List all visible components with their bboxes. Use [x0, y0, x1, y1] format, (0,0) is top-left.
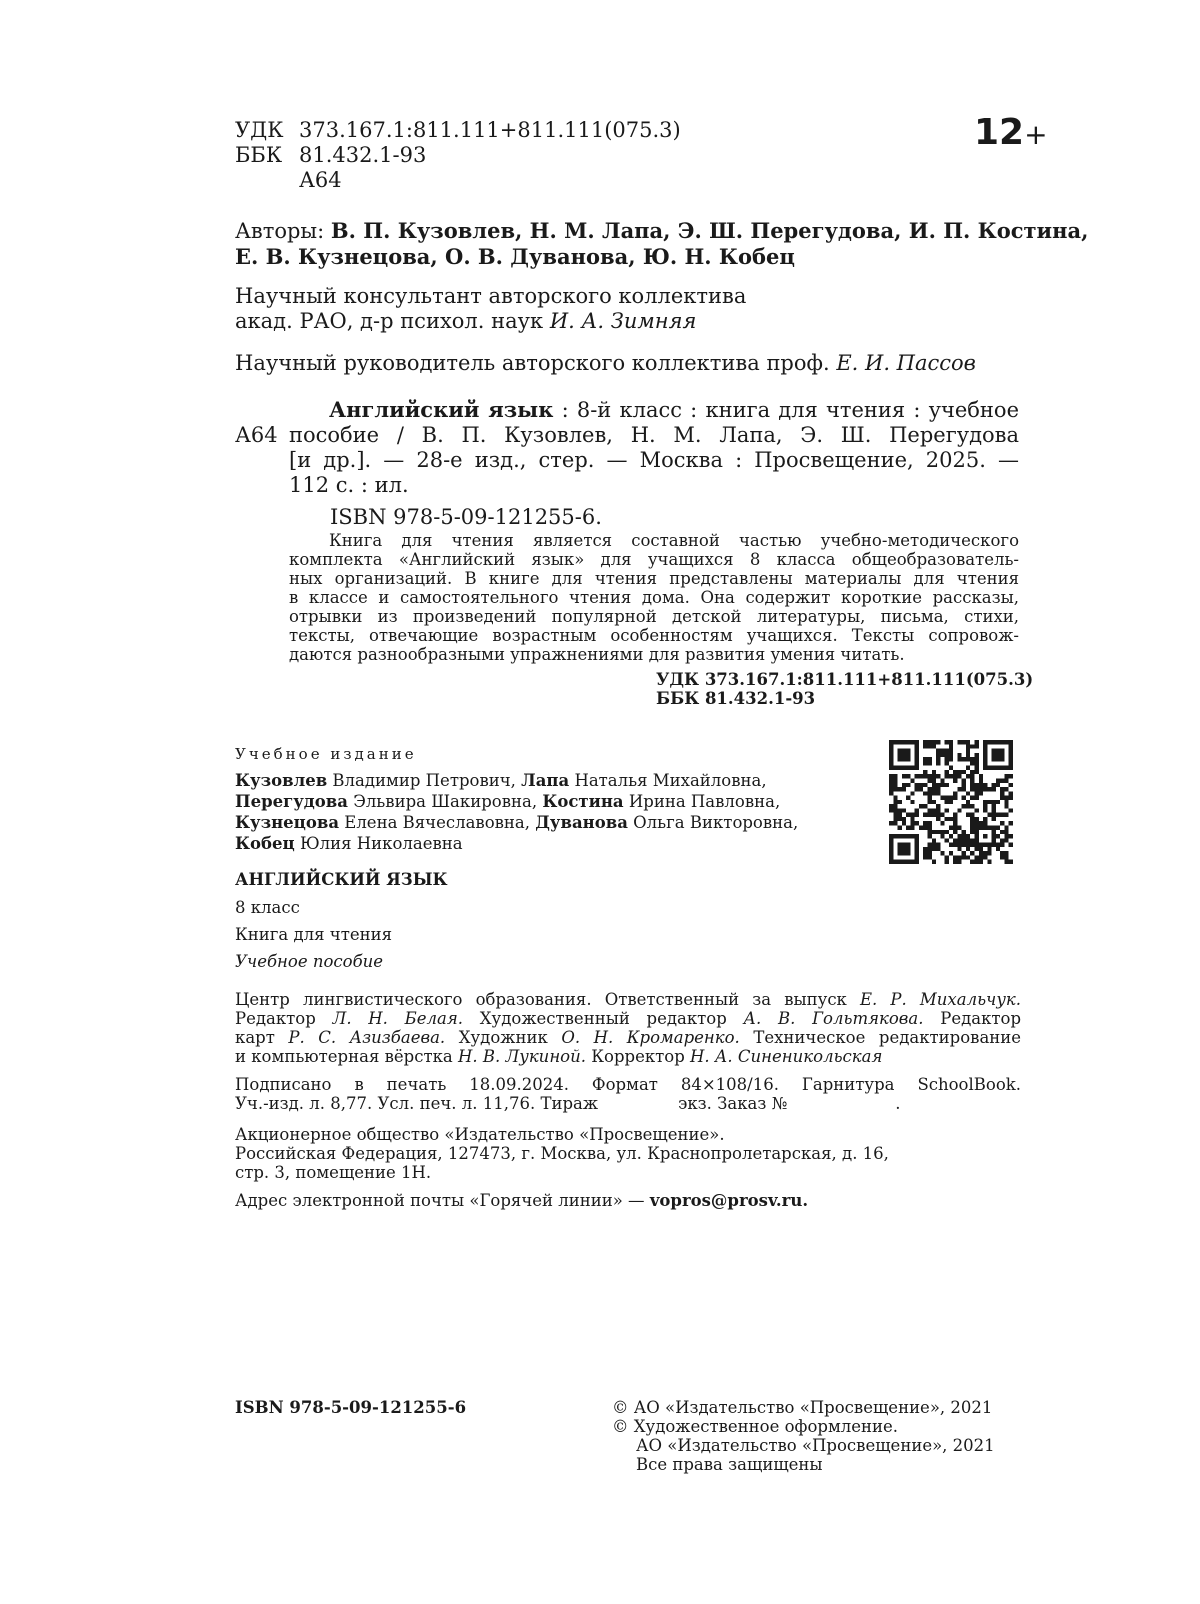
annotation-line: тексты, отвечающие возрастным особенностям учащихся. Тексты сопровож- [289, 626, 1019, 645]
annotation-line: ных организаций. В книге для чтения представлены материалы для чтения [289, 569, 1019, 588]
udk-label: УДК [235, 118, 284, 142]
authors-label: Авторы: [235, 219, 325, 243]
isbn-bottom: ISBN 978-5-09-121255-6 [235, 1398, 467, 1417]
bibliographic-record: Английский язык : 8-й класс : книга для чтения : учебное пособие / В. П. Кузовлев, Н. М. Лапа, Э. Ш. Перегудова [и др.]. — 28-е изд., стер. — Москва : Просвещение, 2025. — 112 с. : ил. [289, 397, 1019, 497]
author-mark: А64 [299, 168, 342, 192]
annotation [289, 531, 1019, 664]
grade: 8 класс [235, 898, 300, 917]
author-names: Кузовлев Владимир Петрович, Лапа Наталья Михайловна, Перегудова Эльвира Шакировна, Костина Ирина Павловна, Кузнецова Елена Вячеславовна, Дуванова Ольга Викторовна, Кобец Юлия Николаевна [235, 771, 799, 853]
print-data: Подписано в печать 18.09.2024. Формат 84×108/16. Гарнитура SchoolBook. Уч.-изд. л. 8,77. Усл. печ. л. 11,76. Тираж экз. Заказ № . [235, 1075, 1021, 1113]
author-mark-side: А64 [235, 423, 278, 447]
consultant [235, 284, 746, 334]
udk-bottom: УДК 373.167.1:811.111+811.111(075.3) [656, 670, 1034, 689]
bbk-label: ББК [235, 143, 283, 167]
staff-block: Центр лингвистического образования. Ответственный за выпуск Е. Р. Михальчук. Редактор Л. Н. Белая. Художественный редактор А. В. Гольтякова. Редактор карт Р. С. Азизбаева. Художник О. Н. Кромаренко. Техническое редактирование и компьютерная вёрстка Н. В. Лукиной. Корректор Н. А. Синеникольская [235, 990, 1022, 1066]
biblio-title: Английский язык [329, 397, 554, 422]
annotation-lines [289, 531, 1019, 645]
publisher-line3: стр. 3, помещение 1Н. [235, 1163, 432, 1182]
annotation-line: Книга для чтения является составной частью учебно-методического [329, 531, 1019, 550]
bbk-value: 81.432.1-93 [299, 143, 427, 167]
book-title: АНГЛИЙСКИЙ ЯЗЫК [235, 870, 448, 889]
print-line1: Подписано в печать 18.09.2024. Формат 84×108/16. Гарнитура SchoolBook. [235, 1075, 1021, 1094]
supervisor [235, 351, 976, 376]
authors-line2: Е. В. Кузнецова, О. В. Дуванова, Ю. Н. Кобец [235, 244, 795, 269]
consultant-name: И. А. Зимняя [549, 309, 697, 333]
copyright-line: АО «Издательство «Просвещение», 2021 [636, 1436, 995, 1455]
annotation-line: комплекта «Английский язык» для учащихся 8 класса общеобразователь- [289, 550, 1019, 569]
classification-block [235, 118, 681, 193]
isbn-main: ISBN 978-5-09-121255-6. [330, 505, 602, 529]
supervisor-name: Е. И. Пассов [836, 351, 976, 375]
age-rating: 12+ [974, 112, 1048, 153]
bbk-bottom: ББК 81.432.1-93 [656, 689, 816, 708]
authors [235, 218, 1088, 270]
copyright-line: © Художественное оформление. [612, 1417, 899, 1436]
classification-bottom [656, 670, 1033, 708]
publisher-line2: Российская Федерация, 127473, г. Москва, ул. Краснопролетарская, д. 16, [235, 1144, 889, 1163]
hotline-email: Адрес электронной почты «Горячей линии» — vopros@prosv.ru. [235, 1191, 809, 1210]
age-plus: + [1024, 118, 1048, 151]
publisher [235, 1125, 889, 1182]
authors-line1: В. П. Кузовлев, Н. М. Лапа, Э. Ш. Перегудова, И. П. Костина, [330, 218, 1089, 243]
annotation-last: даются разнообразными упражнениями для развития умения читать. [289, 645, 905, 664]
annotation-line: в классе и самостоятельного чтения дома. Она содержит короткие рассказы, [289, 588, 1019, 607]
qr-code-icon [889, 740, 1013, 864]
biblio-line2: пособие / В. П. Кузовлев, Н. М. Лапа, Э. Ш. Перегудова [289, 423, 1019, 447]
edition-type: Учебное издание [235, 745, 417, 763]
consultant-line1: Научный консультант авторского коллектива [235, 284, 747, 308]
supervisor-prefix: Научный руководитель авторского коллектива проф. [235, 351, 830, 375]
publisher-line1: Акционерное общество «Издательство «Просвещение». [235, 1125, 725, 1144]
copyright-block [612, 1398, 995, 1474]
udk-value: 373.167.1:811.111+811.111(075.3) [299, 118, 681, 142]
copyright-line: © АО «Издательство «Просвещение», 2021 [612, 1398, 993, 1417]
biblio-line4: 112 с. : ил. [289, 473, 409, 497]
book-type: Учебное пособие [235, 952, 384, 971]
copyright-line: Все права защищены [636, 1455, 823, 1474]
biblio-line3: [и др.]. — 28-е изд., стер. — Москва : Просвещение, 2025. — [289, 448, 1019, 472]
annotation-line: отрывки из произведений популярной детской литературы, письма, стихи, [289, 607, 1019, 626]
email-link: vopros@prosv.ru. [649, 1191, 809, 1210]
consultant-prefix: акад. РАО, д-р психол. наук [235, 309, 544, 333]
book-kind: Книга для чтения [235, 925, 392, 944]
